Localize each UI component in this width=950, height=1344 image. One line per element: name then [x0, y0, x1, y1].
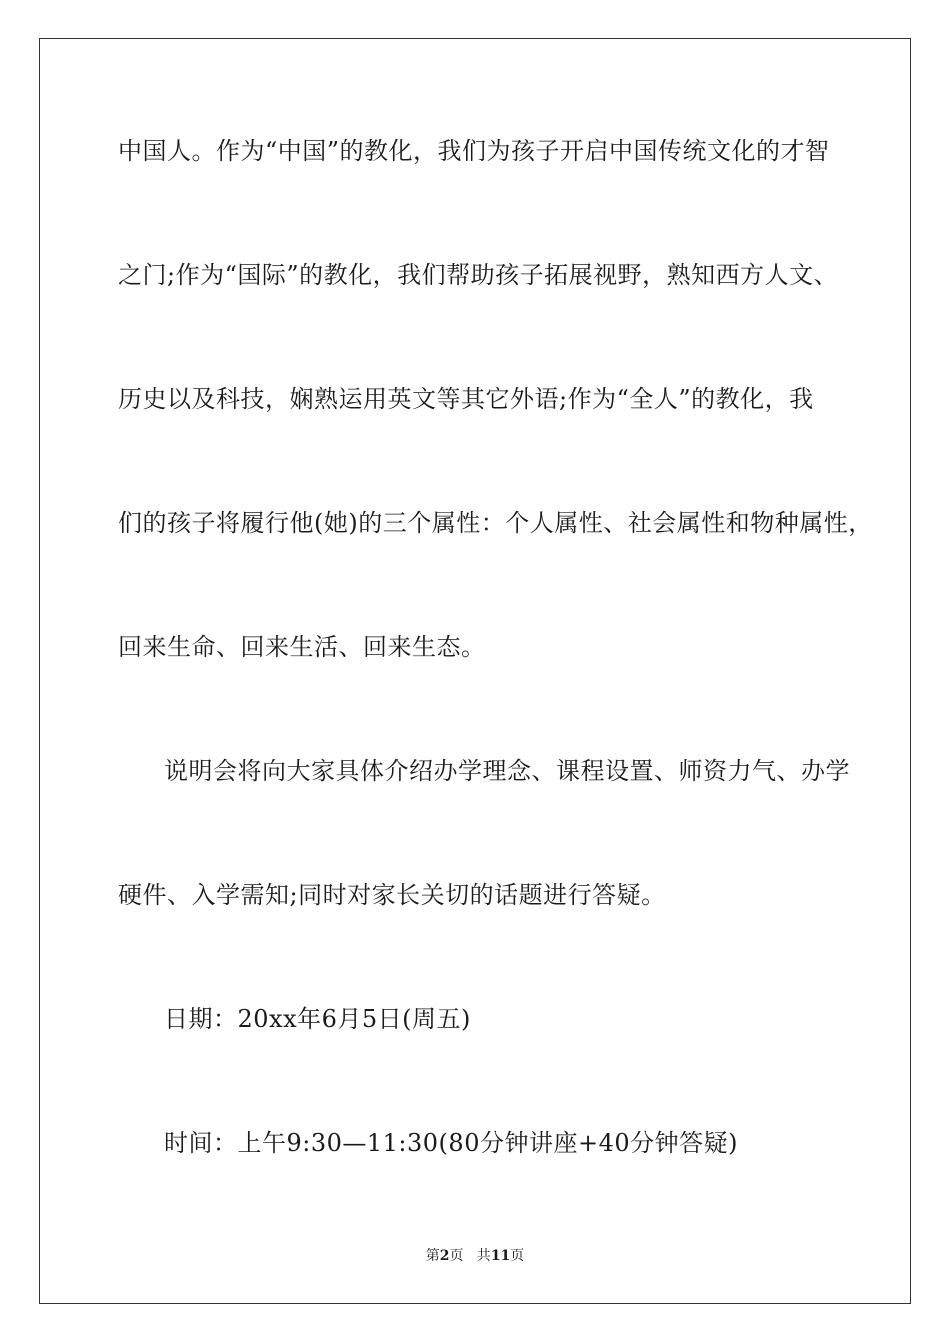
footer-prefix: 第 [425, 1248, 440, 1264]
page-footer [0, 1247, 950, 1265]
current-page-number: 2 [439, 1248, 450, 1264]
event-date: 日期：20xx年6月5日(周五) [164, 1005, 471, 1033]
paragraph-line-7: 硬件、入学需知;同时对家长关切的话题进行答疑。 [118, 881, 666, 909]
paragraph-line-5: 回来生命、回来生活、回来生态。 [118, 633, 486, 661]
footer-middle: 页 共 [449, 1248, 491, 1264]
event-time: 时间：上午9:30—11:30(80分钟讲座+40分钟答疑) [164, 1129, 738, 1157]
page-border [39, 38, 911, 1304]
paragraph-line-2: 之门;作为“国际”的教化，我们帮助孩子拓展视野，熟知西方人文、 [118, 261, 839, 289]
paragraph-line-4: 们的孩子将履行他(她)的三个属性：个人属性、社会属性和物种属性， [118, 509, 873, 537]
total-pages-number: 11 [490, 1248, 511, 1264]
paragraph-line-1: 中国人。作为“中国”的教化，我们为孩子开启中国传统文化的才智 [118, 137, 830, 165]
paragraph-line-6: 说明会将向大家具体介绍办学理念、课程设置、师资力气、办学 [164, 757, 850, 785]
paragraph-line-3: 历史以及科技，娴熟运用英文等其它外语;作为“全人”的教化，我 [118, 385, 814, 413]
footer-suffix: 页 [510, 1248, 525, 1264]
